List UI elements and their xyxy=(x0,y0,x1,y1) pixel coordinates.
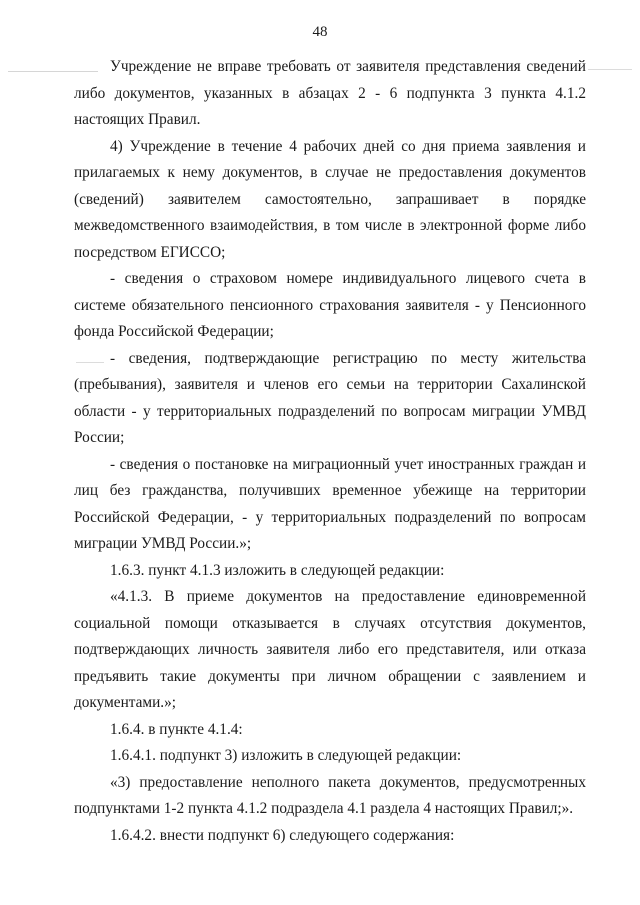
paragraph: 1.6.4. в пункте 4.1.4: xyxy=(110,720,243,738)
page-number: 48 xyxy=(312,24,328,40)
paragraph: 1.6.4.2. внести подпункт 6) следующего содержания: xyxy=(110,826,455,844)
paragraph: «3) предоставление неполного пакета документов, предусмотренных подпунктами 1-2 пункта 4.1.2 подраздела 4.1 раздела 4 настоящих Правил;». xyxy=(74,773,586,817)
paragraph: - сведения, подтверждающие регистрацию по месту жительства (пребывания), заявителя и членов его семьи на территории Сахалинской области - у территориальных подразделений по вопросам миграции УМВД России; xyxy=(74,349,586,446)
scan-artifact-right xyxy=(588,69,632,70)
paragraph: - сведения о постановке на миграционный учет иностранных граждан и лиц без гражданства, получивших временное убежище на территории Российской Федерации, - у территориальных подразделений по вопросам миграции УМВД России.»; xyxy=(74,455,586,552)
paragraph: - сведения о страховом номере индивидуального лицевого счета в системе обязательного пенсионного страхования заявителя - у Пенсионного фонда Российской Федерации; xyxy=(74,270,586,340)
document-body xyxy=(74,54,586,849)
paragraph: 1.6.3. пункт 4.1.3 изложить в следующей редакции: xyxy=(110,561,445,579)
paragraph: 4) Учреждение в течение 4 рабочих дней со дня приема заявления и прилагаемых к нему документов, в случае не предоставления документов (сведений) заявителем самостоятельно, запрашивает в порядке межведомственного взаимодействия, в том числе в электронной форме либо посредством ЕГИССО; xyxy=(74,137,586,261)
paragraph: «4.1.3. В приеме документов на предоставление единовременной социальной помощи отказывается в случаях отсутствия документов, подтверждающих личность заявителя либо его представителя, или отказа предъявить такие документы при личном обращении с заявлением и документами.»; xyxy=(74,588,586,711)
paragraph: Учреждение не вправе требовать от заявителя представления сведений либо документов, указанных в абзацах 2 - 6 подпункта 3 пункта 4.1.2 настоящих Правил. xyxy=(74,58,586,128)
paragraph: 1.6.4.1. подпункт 3) изложить в следующей редакции: xyxy=(110,747,462,764)
